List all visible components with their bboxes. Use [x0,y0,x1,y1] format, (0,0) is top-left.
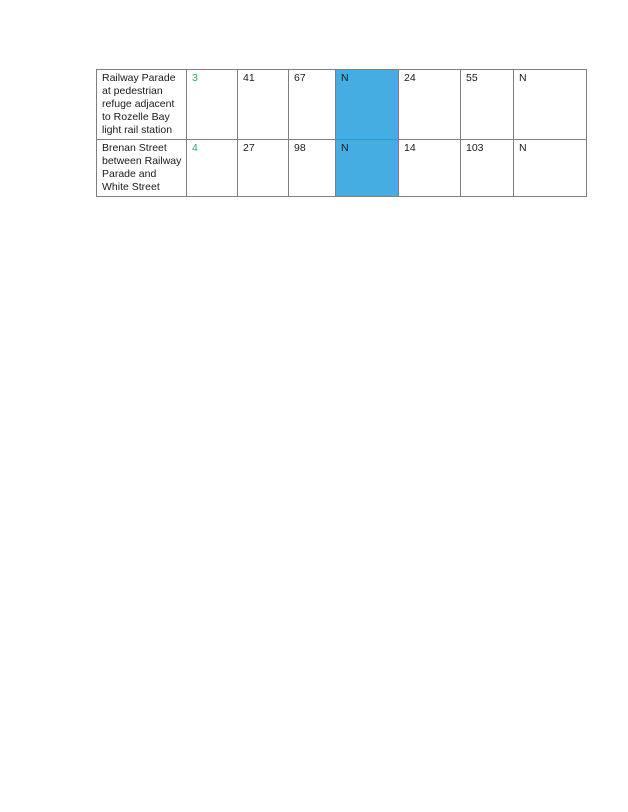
table-row [97,140,587,197]
table-cell: 55 [461,70,514,140]
site-id-cell: 4 [187,140,238,197]
site-id-cell: 3 [187,70,238,140]
table-cell: N [514,70,587,140]
table-cell: 27 [238,140,289,197]
table-cell: 14 [399,140,461,197]
location-cell: Brenan Street between Railway Parade and White Street [97,140,187,197]
table-row [97,70,587,140]
data-table [96,69,587,197]
highlighted-cell: N [336,140,399,197]
location-cell: Railway Parade at pedestrian refuge adjacent to Rozelle Bay light rail station [97,70,187,140]
table-cell: 41 [238,70,289,140]
table-cell: 24 [399,70,461,140]
highlighted-cell: N [336,70,399,140]
table-cell: N [514,140,587,197]
table-cell: 103 [461,140,514,197]
table-cell: 98 [289,140,336,197]
table-cell: 67 [289,70,336,140]
